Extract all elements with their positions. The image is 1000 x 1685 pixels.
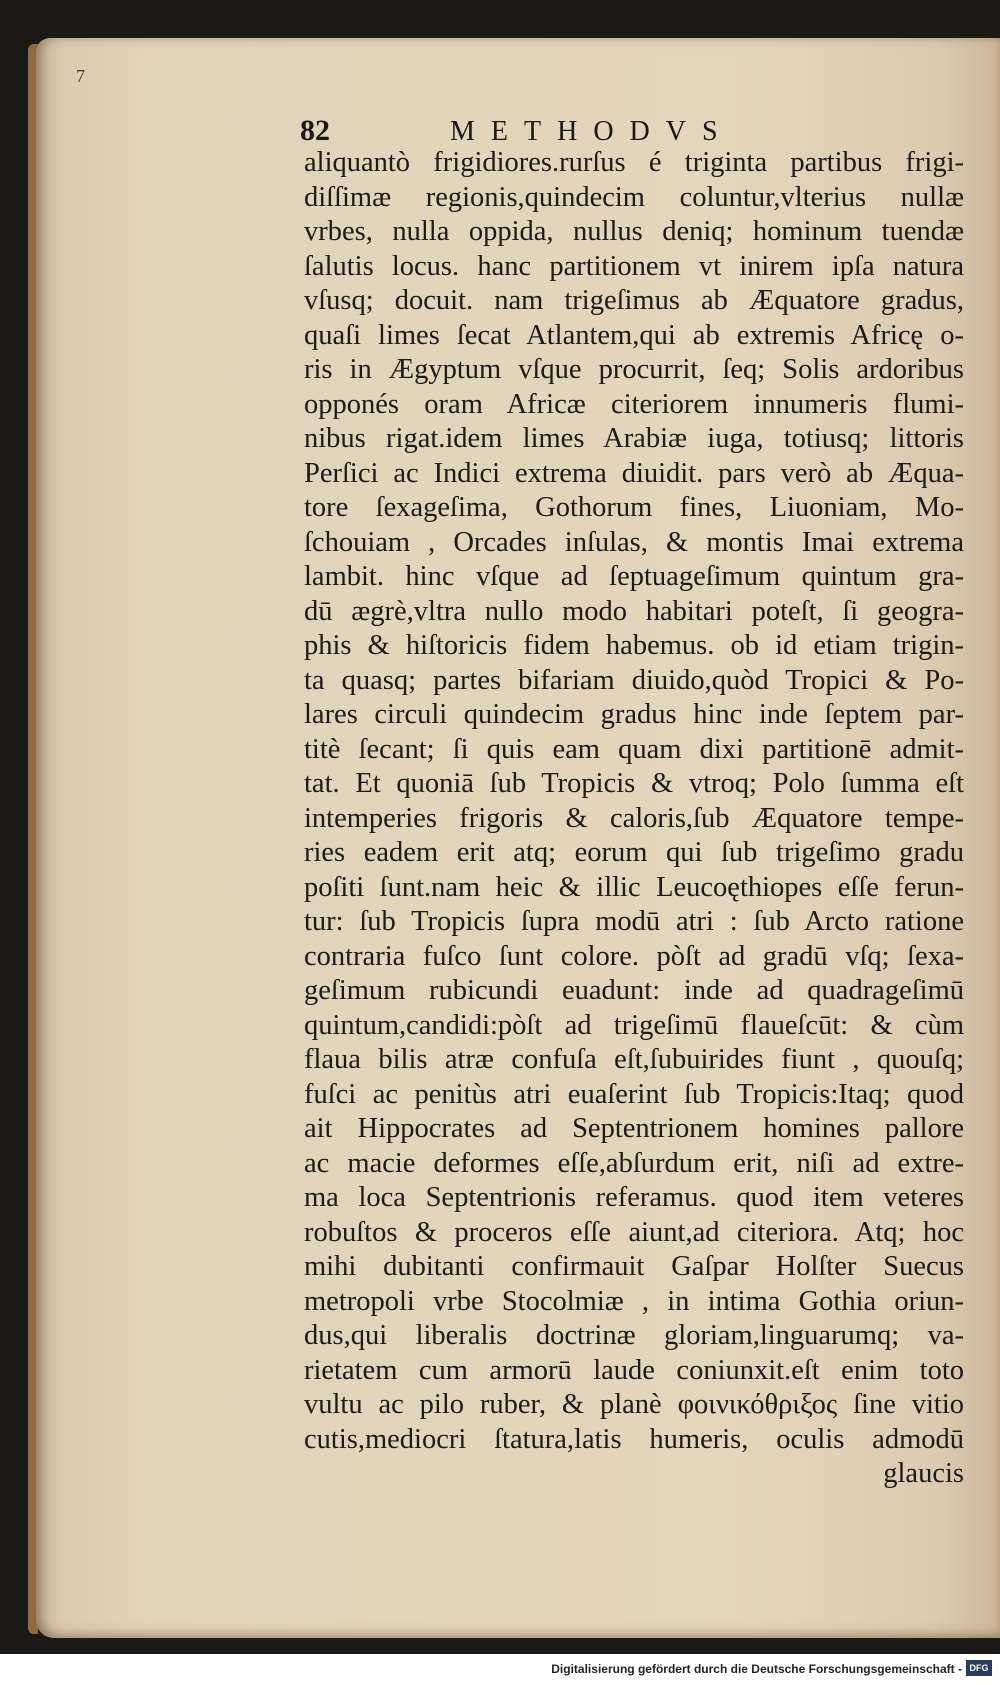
running-head: METHODVS [450,116,734,147]
funding-credit: Digitalisierung gefördert durch die Deutsche Forschungsgemeinschaft - [551,1662,962,1676]
text-line: opponés oram Africæ citeriorem innumeris flumi- [304,388,964,420]
text-line: rietatem cum armorū laude coniunxit.eſt enim toto [304,1354,964,1386]
text-line: vrbes, nulla oppida, nullus deniq; hominum tuendæ [304,216,964,247]
text-line: mihi dubitanti confirmauit Gaſpar Holſter Suecus [304,1251,964,1282]
text-line: tur: ſub Tropicis ſupra modū atri : ſub Arcto ratione [304,906,964,937]
text-line: contraria fuſco ſunt colore. pòſt ad gradū vſq; ſexa- [304,940,964,972]
text-line: ta quasq; partes bifariam diuido,quòd Tropici & Po- [304,664,964,696]
text-line: poſiti ſunt.nam heic & illic Leucoęthiopes eſſe ferun- [304,871,964,903]
text-line: tore ſexageſima, Gothorum fines, Liuoniam, Mo- [304,492,964,523]
text-line: ries eadem erit atq; eorum qui ſub trigeſimo gradu [304,837,964,868]
text-line: cutis,mediocri ſtatura,latis humeris, oculis admodū [304,1423,964,1455]
body-text [304,146,964,1492]
text-line: tat. Et quoniā ſub Tropicis & vtroq; Polo ſumma eſt [304,768,964,799]
text-line: ris in Ægyptum vſque procurrit, ſeq; Solis ardoribus [304,354,964,385]
text-line: geſimum rubicundi euadunt: inde ad quadrageſimū [304,975,964,1006]
text-line: robuſtos & proceros eſſe aiunt,ad citeriora. Atq; hoc [304,1216,964,1248]
text-line: quaſi limes ſecat Atlantem,qui ab extremis Africę o- [304,319,964,351]
text-line: ſalutis locus. hanc partitionem vt inirem ipſa natura [304,250,964,282]
text-line: diſſimæ regionis,quindecim coluntur,vlterius nullæ [304,181,964,213]
folio-number: 82 [300,114,330,147]
text-line: lares circuli quindecim gradus hinc inde ſeptem par- [304,699,964,730]
text-line: ait Hippocrates ad Septentrionem homines pallore [304,1113,964,1144]
text-line: metropoli vrbe Stocolmiæ , in intima Gothia oriun- [304,1285,964,1317]
text-line: ma loca Septentrionis referamus. quod item veteres [304,1182,964,1213]
text-line: quintum,candidi:pòſt ad trigeſimū flaueſcūt: & cùm [304,1009,964,1041]
text-line: fuſci ac penitùs atri euaſerint ſub Tropicis:Itaq; quod [304,1078,964,1110]
catchword: glaucis [883,1458,964,1489]
text-line: lambit. hinc vſque ad ſeptuageſimum quintum gra- [304,561,964,592]
text-line: titè ſecant; ſi quis eam quam dixi partitionē admit- [304,733,964,765]
text-line: flaua bilis atræ confuſa eſt,ſubuirides fiunt , quouſq; [304,1044,964,1075]
text-line: vultu ac pilo ruber, & planè φοινικόθριξος ſine vitio [304,1389,964,1420]
text-line: dū ægrè,vltra nullo modo habitari poteſt, ſi geogra- [304,595,964,627]
text-line: phis & hiſtoricis fidem habemus. ob id etiam trigin- [304,630,964,661]
digitization-footer [0,1654,1000,1685]
text-line: dus,qui liberalis doctrinæ gloriam,linguarumq; va- [304,1320,964,1351]
text-line: ſchouiam , Orcades inſulas, & montis Imai extrema [304,526,964,558]
text-line: intemperies frigoris & caloris,ſub Æquatore tempe- [304,802,964,834]
text-line: Perſici ac Indici extrema diuidit. pars verò ab Æqua- [304,457,964,489]
dfg-logo: DFG [966,1660,992,1676]
text-line: ac macie deformes eſſe,abſurdum erit, niſi ad extre- [304,1147,964,1179]
margin-mark: 7 [76,66,85,86]
text-line: aliquantò frigidiores.rurſus é triginta partibus frigi- [304,147,964,178]
text-line: nibus rigat.idem limes Arabiæ iuga, totiusq; littoris [304,423,964,454]
text-line: vſusq; docuit. nam trigeſimus ab Æquatore gradus, [304,285,964,316]
